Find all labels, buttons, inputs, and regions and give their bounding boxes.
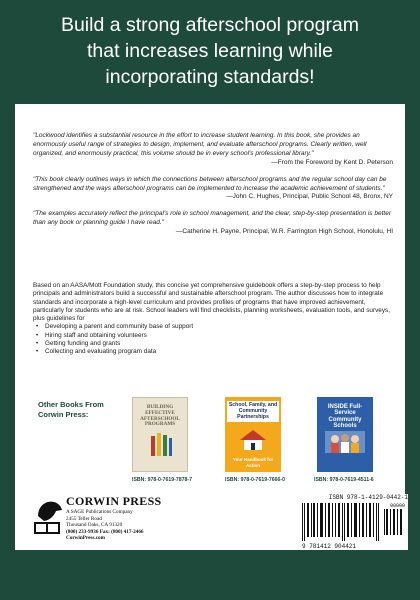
barcode [292,494,408,550]
barcode-isbn: ISBN 978-1-4129-0442-1 [328,494,408,501]
barcode-price-code: 90000 [390,503,406,509]
quote-text: "The examples accurately reflect the principal's role in school management, and the clear, step-by-step presentation is better than any book or planning guide I have read." [33,210,391,227]
publisher-address-1: 2455 Teller Road [66,515,102,522]
quote-3 [33,210,393,237]
headline-line-2: that increases learning while [86,40,334,62]
book-description [33,282,393,357]
book-isbn: ISBN: 978-0-7619-7666-0 [225,477,285,483]
book-cover-building-effective-afterschool[interactable] [132,397,188,472]
barcode-icon [300,503,406,549]
description-paragraph: Based on an AASA/Mott Foundation study, this concise yet comprehensive guidebook offers a step-by-step process to help principals and administrators build a successful and sustainable afterschool program. The author discusses how to integrate standards and incorporate a high-level curriculum and provides profiles of programs that have improved achievement, particularly for students who are at risk. School leaders will find checklists, planning worksheets, evaluation tools, and surveys, plus guidelines for [33,282,390,323]
publisher-address-2: Thousand Oaks, CA 91320 [66,522,123,529]
other-books-label-2: Corwin Press: [38,410,89,419]
publisher-name: CORWIN PRESS [66,494,162,508]
barcode-number: 9 781412 904421 [302,543,357,549]
book-title: INSIDE Full-Service Community Schools [327,404,363,430]
guideline-list [33,323,393,356]
headline [12,12,408,90]
people-photo-icon [325,431,365,453]
list-item: • Getting funding and grants [33,340,393,348]
other-books-label-1: Other Books From [38,400,104,409]
quote-text: "This book clearly outlines ways in which the connections between afterschool programs and the regular school day can be strengthened and the ways afterschool programs can be implemented to increase the academic achievement of students." [33,175,387,192]
book-subtitle: Your Handbook for Action [232,457,274,468]
list-item: • Developing a parent and community base of support [33,323,393,331]
publisher-tagline: A SAGE Publications Company [66,509,133,515]
quote-attribution: —John C. Hughes, Principal, Public School 48, Bronx, NY [226,193,393,201]
quote-attribution: —From the Foreword by Kent D. Peterson [271,158,393,166]
quote-attribution: —Catherine H. Payne, Principal, W.R. Farrington High School, Honolulu, HI [175,228,393,236]
book-cover-inside-full-service[interactable] [317,397,373,472]
house-icon [239,429,267,451]
quote-text: "Lockwood identifies a substantial resource in the effort to increase student learning. In this book, she provides an enormously useful range of strategies to design, implement, and evaluate afterschool programs. Clearly written, well organized, and enormously practical, this volume should be in every school's professional library." [33,132,367,157]
footer-band [0,550,420,600]
other-books-heading [38,400,120,420]
headline-line-1: Build a strong afterschool program [60,14,360,36]
publisher-website[interactable]: CorwinPress.com [66,535,105,542]
book-cover-school-family-community[interactable] [225,397,281,472]
quote-2 [33,176,393,203]
pencils-icon [147,430,175,458]
book-isbn: ISBN: 978-0-7619-4511-6 [314,477,374,483]
headline-line-3: incorporating standards! [105,66,315,88]
book-isbn: ISBN: 978-0-7619-7878-7 [132,477,192,483]
book-title: BUILDING EFFECTIVE AFTERSCHOOL PROGRAMS [140,404,180,428]
header-band [0,0,420,104]
list-item: • Collecting and evaluating program data [33,348,393,356]
raven-logo-icon [32,494,64,536]
book-title: School, Family, and Community Partnerships [227,401,279,422]
endorsement-quotes [33,132,393,245]
publisher-block [30,494,190,554]
quote-1 [33,132,393,168]
publisher-details [66,509,144,542]
list-item: • Hiring staff and obtaining volunteers [33,332,393,340]
publisher-phone: (800) 233-9936 Fax: (800) 417-2466 [66,528,144,535]
